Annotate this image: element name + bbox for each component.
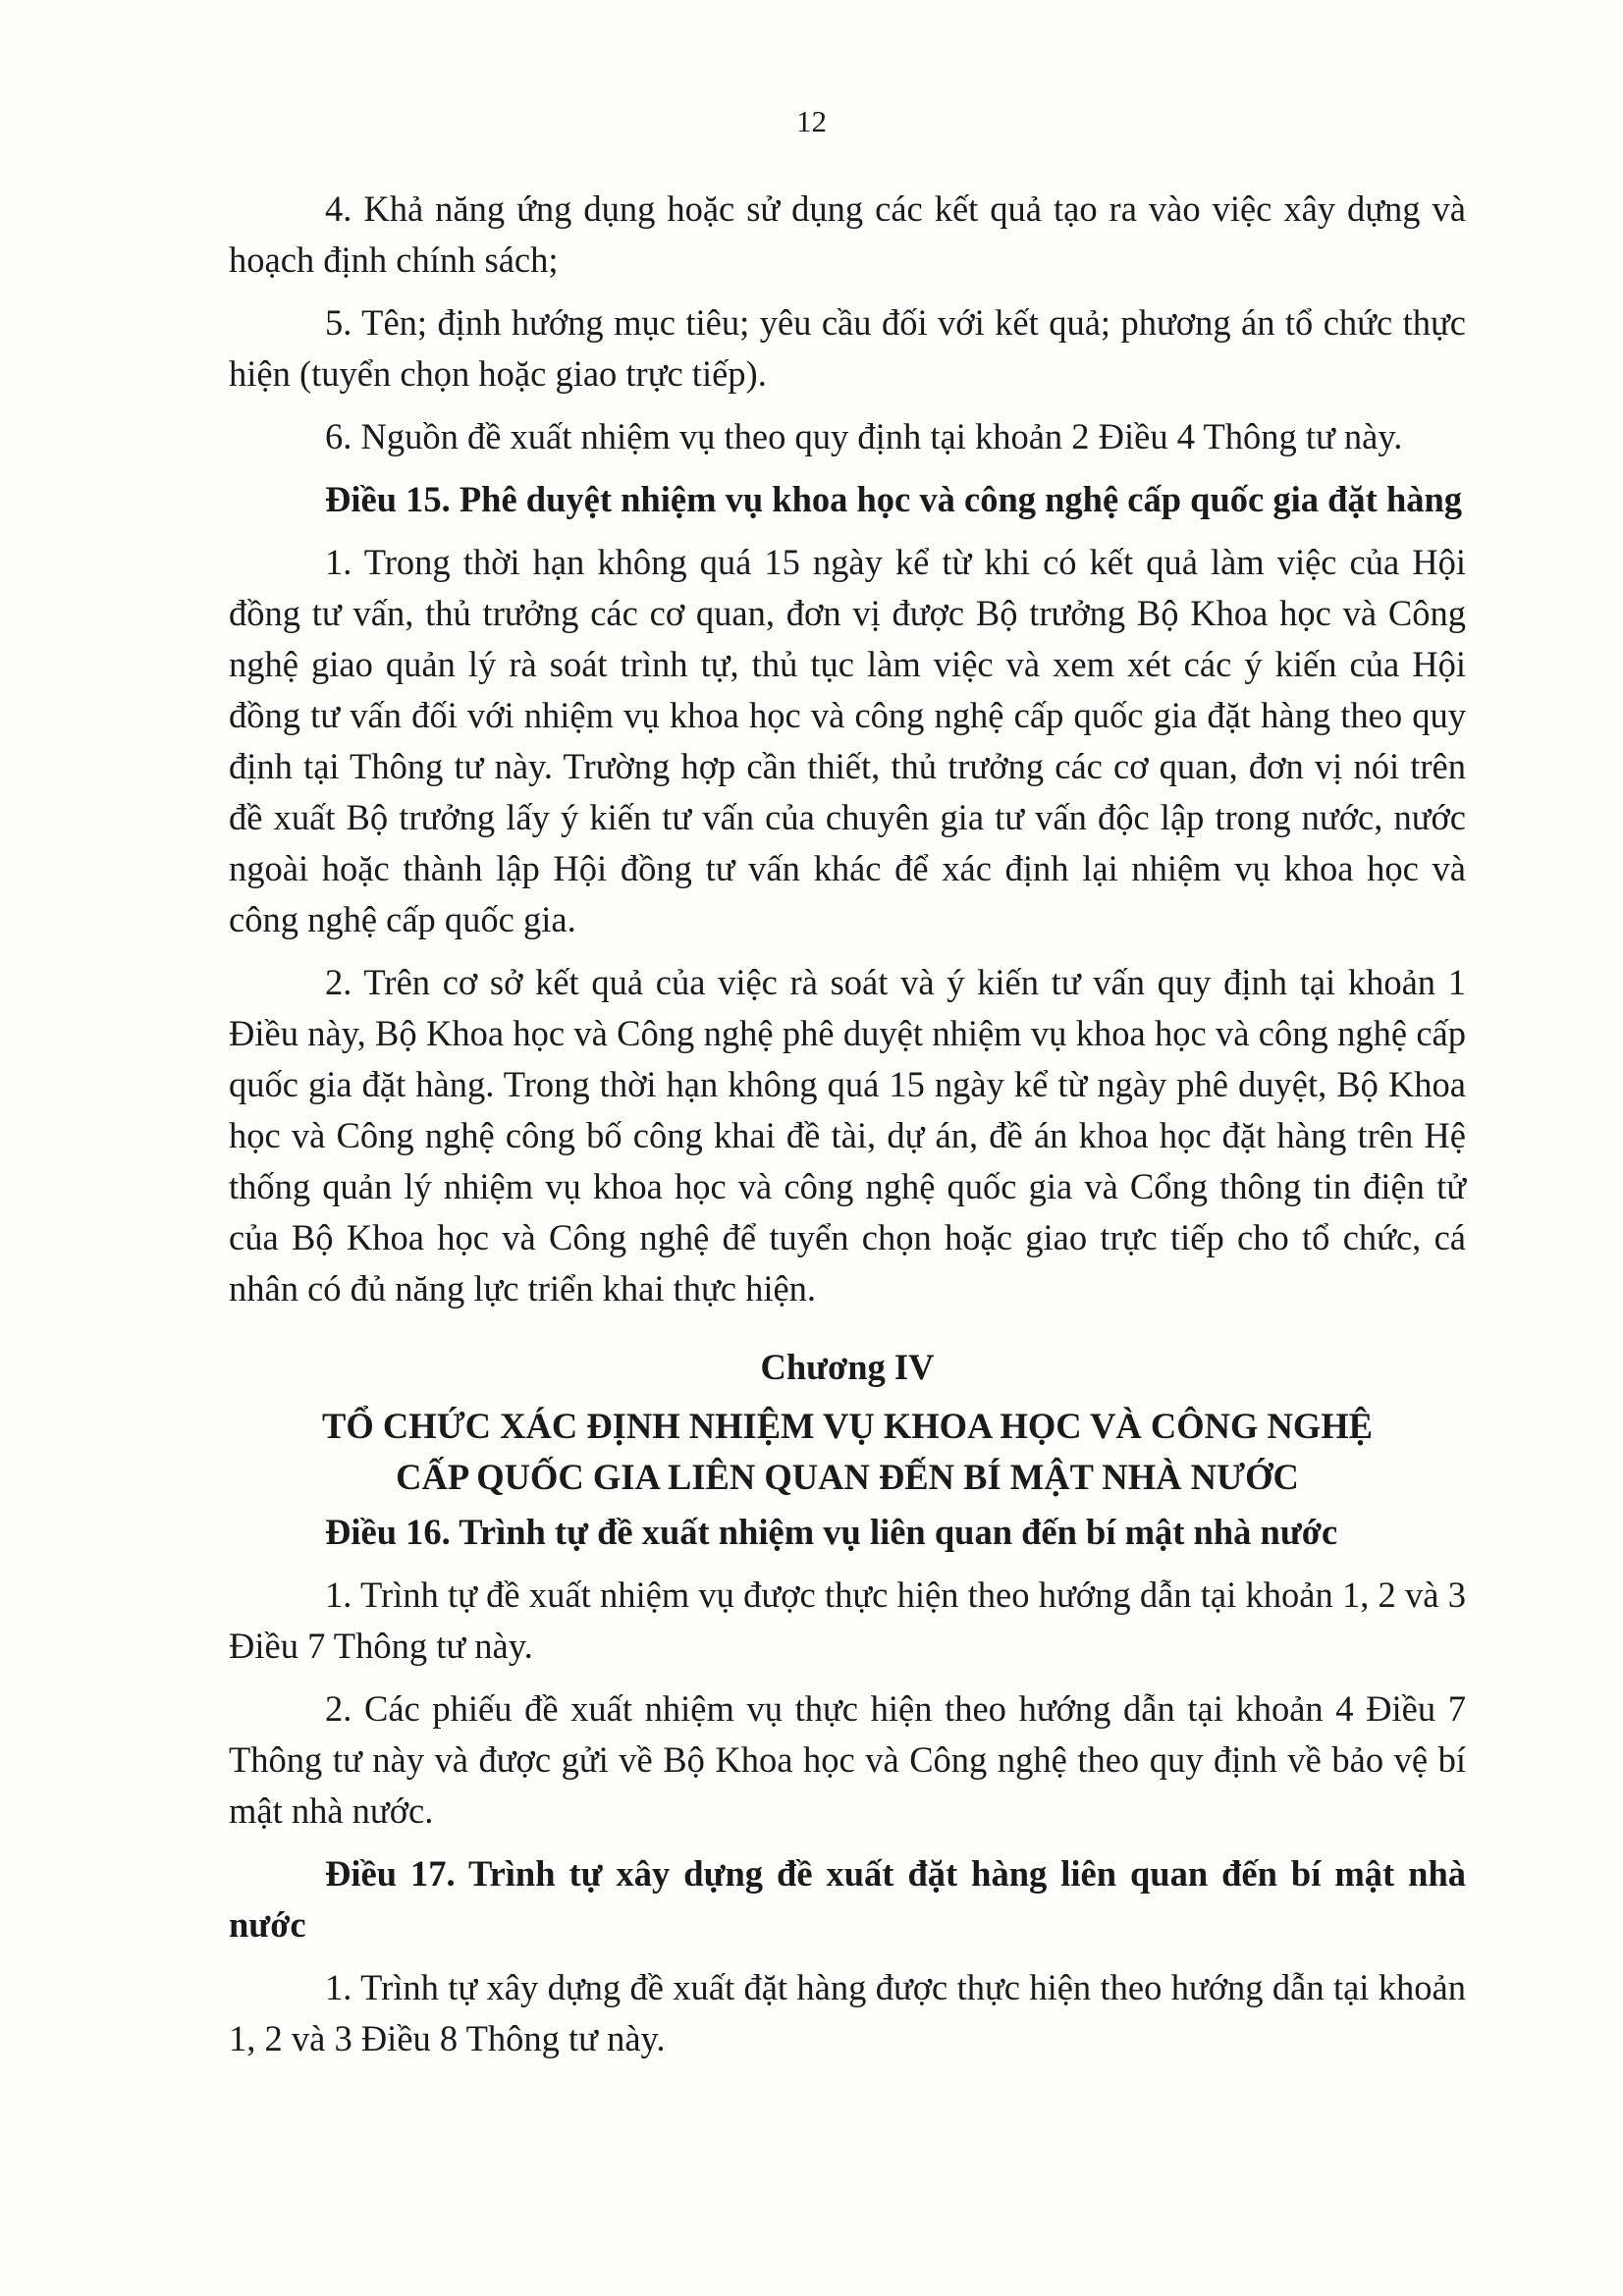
chapter-title-line-2: CẤP QUỐC GIA LIÊN QUAN ĐẾN BÍ MẬT NHÀ NƯỚC [396,1457,1299,1497]
article-17-clause-1: 1. Trình tự xây dựng đề xuất đặt hàng được thực hiện theo hướng dẫn tại khoản 1, 2 và 3 Điều 8 Thông tư này. [229,1967,1466,2058]
paragraph-item-6: 6. Nguồn đề xuất nhiệm vụ theo quy định tại khoản 2 Điều 4 Thông tư này. [325,416,1403,456]
paragraph-item-4: 4. Khả năng ứng dụng hoặc sử dụng các kết quả tạo ra vào việc xây dựng và hoạch định chính sách; [229,188,1466,280]
paragraph-item-5: 5. Tên; định hướng mục tiêu; yêu cầu đối với kết quả; phương án tổ chức thực hiện (tuyển chọn hoặc giao trực tiếp). [229,302,1466,394]
article-16-clause-2: 2. Các phiếu đề xuất nhiệm vụ thực hiện theo hướng dẫn tại khoản 4 Điều 7 Thông tư này và được gửi về Bộ Khoa học và Công nghệ theo quy định về bảo vệ bí mật nhà nước. [229,1688,1466,1831]
document-body [229,184,1466,2064]
chapter-label: Chương IV [760,1347,935,1387]
article-15-clause-1: 1. Trong thời hạn không quá 15 ngày kể từ khi có kết quả làm việc của Hội đồng tư vấn, thủ trưởng các cơ quan, đơn vị được Bộ trưởng Bộ Khoa học và Công nghệ giao quản lý rà soát trình tự, thủ tục làm việc và xem xét các ý kiến của Hội đồng tư vấn đối với nhiệm vụ khoa học và công nghệ cấp quốc gia đặt hàng theo quy định tại Thông tư này. Trường hợp cần thiết, thủ trưởng các cơ quan, đơn vị nói trên đề xuất Bộ trưởng lấy ý kiến tư vấn của chuyên gia tư vấn độc lập trong nước, nước ngoài hoặc thành lập Hội đồng tư vấn khác để xác định lại nhiệm vụ khoa học và công nghệ cấp quốc gia. [229,542,1466,939]
article-15-clause-2: 2. Trên cơ sở kết quả của việc rà soát và ý kiến tư vấn quy định tại khoản 1 Điều này, Bộ Khoa học và Công nghệ phê duyệt nhiệm vụ khoa học và công nghệ cấp quốc gia đặt hàng. Trong thời hạn không quá 15 ngày kể từ ngày phê duyệt, Bộ Khoa học và Công nghệ công bố công khai đề tài, dự án, đề án khoa học đặt hàng trên Hệ thống quản lý nhiệm vụ khoa học và công nghệ quốc gia và Cổng thông tin điện tử của Bộ Khoa học và Công nghệ để tuyển chọn hoặc giao trực tiếp cho tổ chức, cá nhân có đủ năng lực triển khai thực hiện. [229,962,1466,1308]
page-number: 12 [796,104,827,138]
article-17-heading: Điều 17. Trình tự xây dựng đề xuất đặt hàng liên quan đến bí mật nhà nước [229,1853,1466,1945]
chapter-title-line-1: TỔ CHỨC XÁC ĐỊNH NHIỆM VỤ KHOA HỌC VÀ CÔNG NGHỆ [321,1406,1374,1446]
article-16-clause-1: 1. Trình tự đề xuất nhiệm vụ được thực hiện theo hướng dẫn tại khoản 1, 2 và 3 Điều 7 Thông tư này. [229,1575,1466,1666]
article-15-heading: Điều 15. Phê duyệt nhiệm vụ khoa học và công nghệ cấp quốc gia đặt hàng [325,479,1463,519]
article-16-heading: Điều 16. Trình tự đề xuất nhiệm vụ liên quan đến bí mật nhà nước [325,1512,1338,1552]
